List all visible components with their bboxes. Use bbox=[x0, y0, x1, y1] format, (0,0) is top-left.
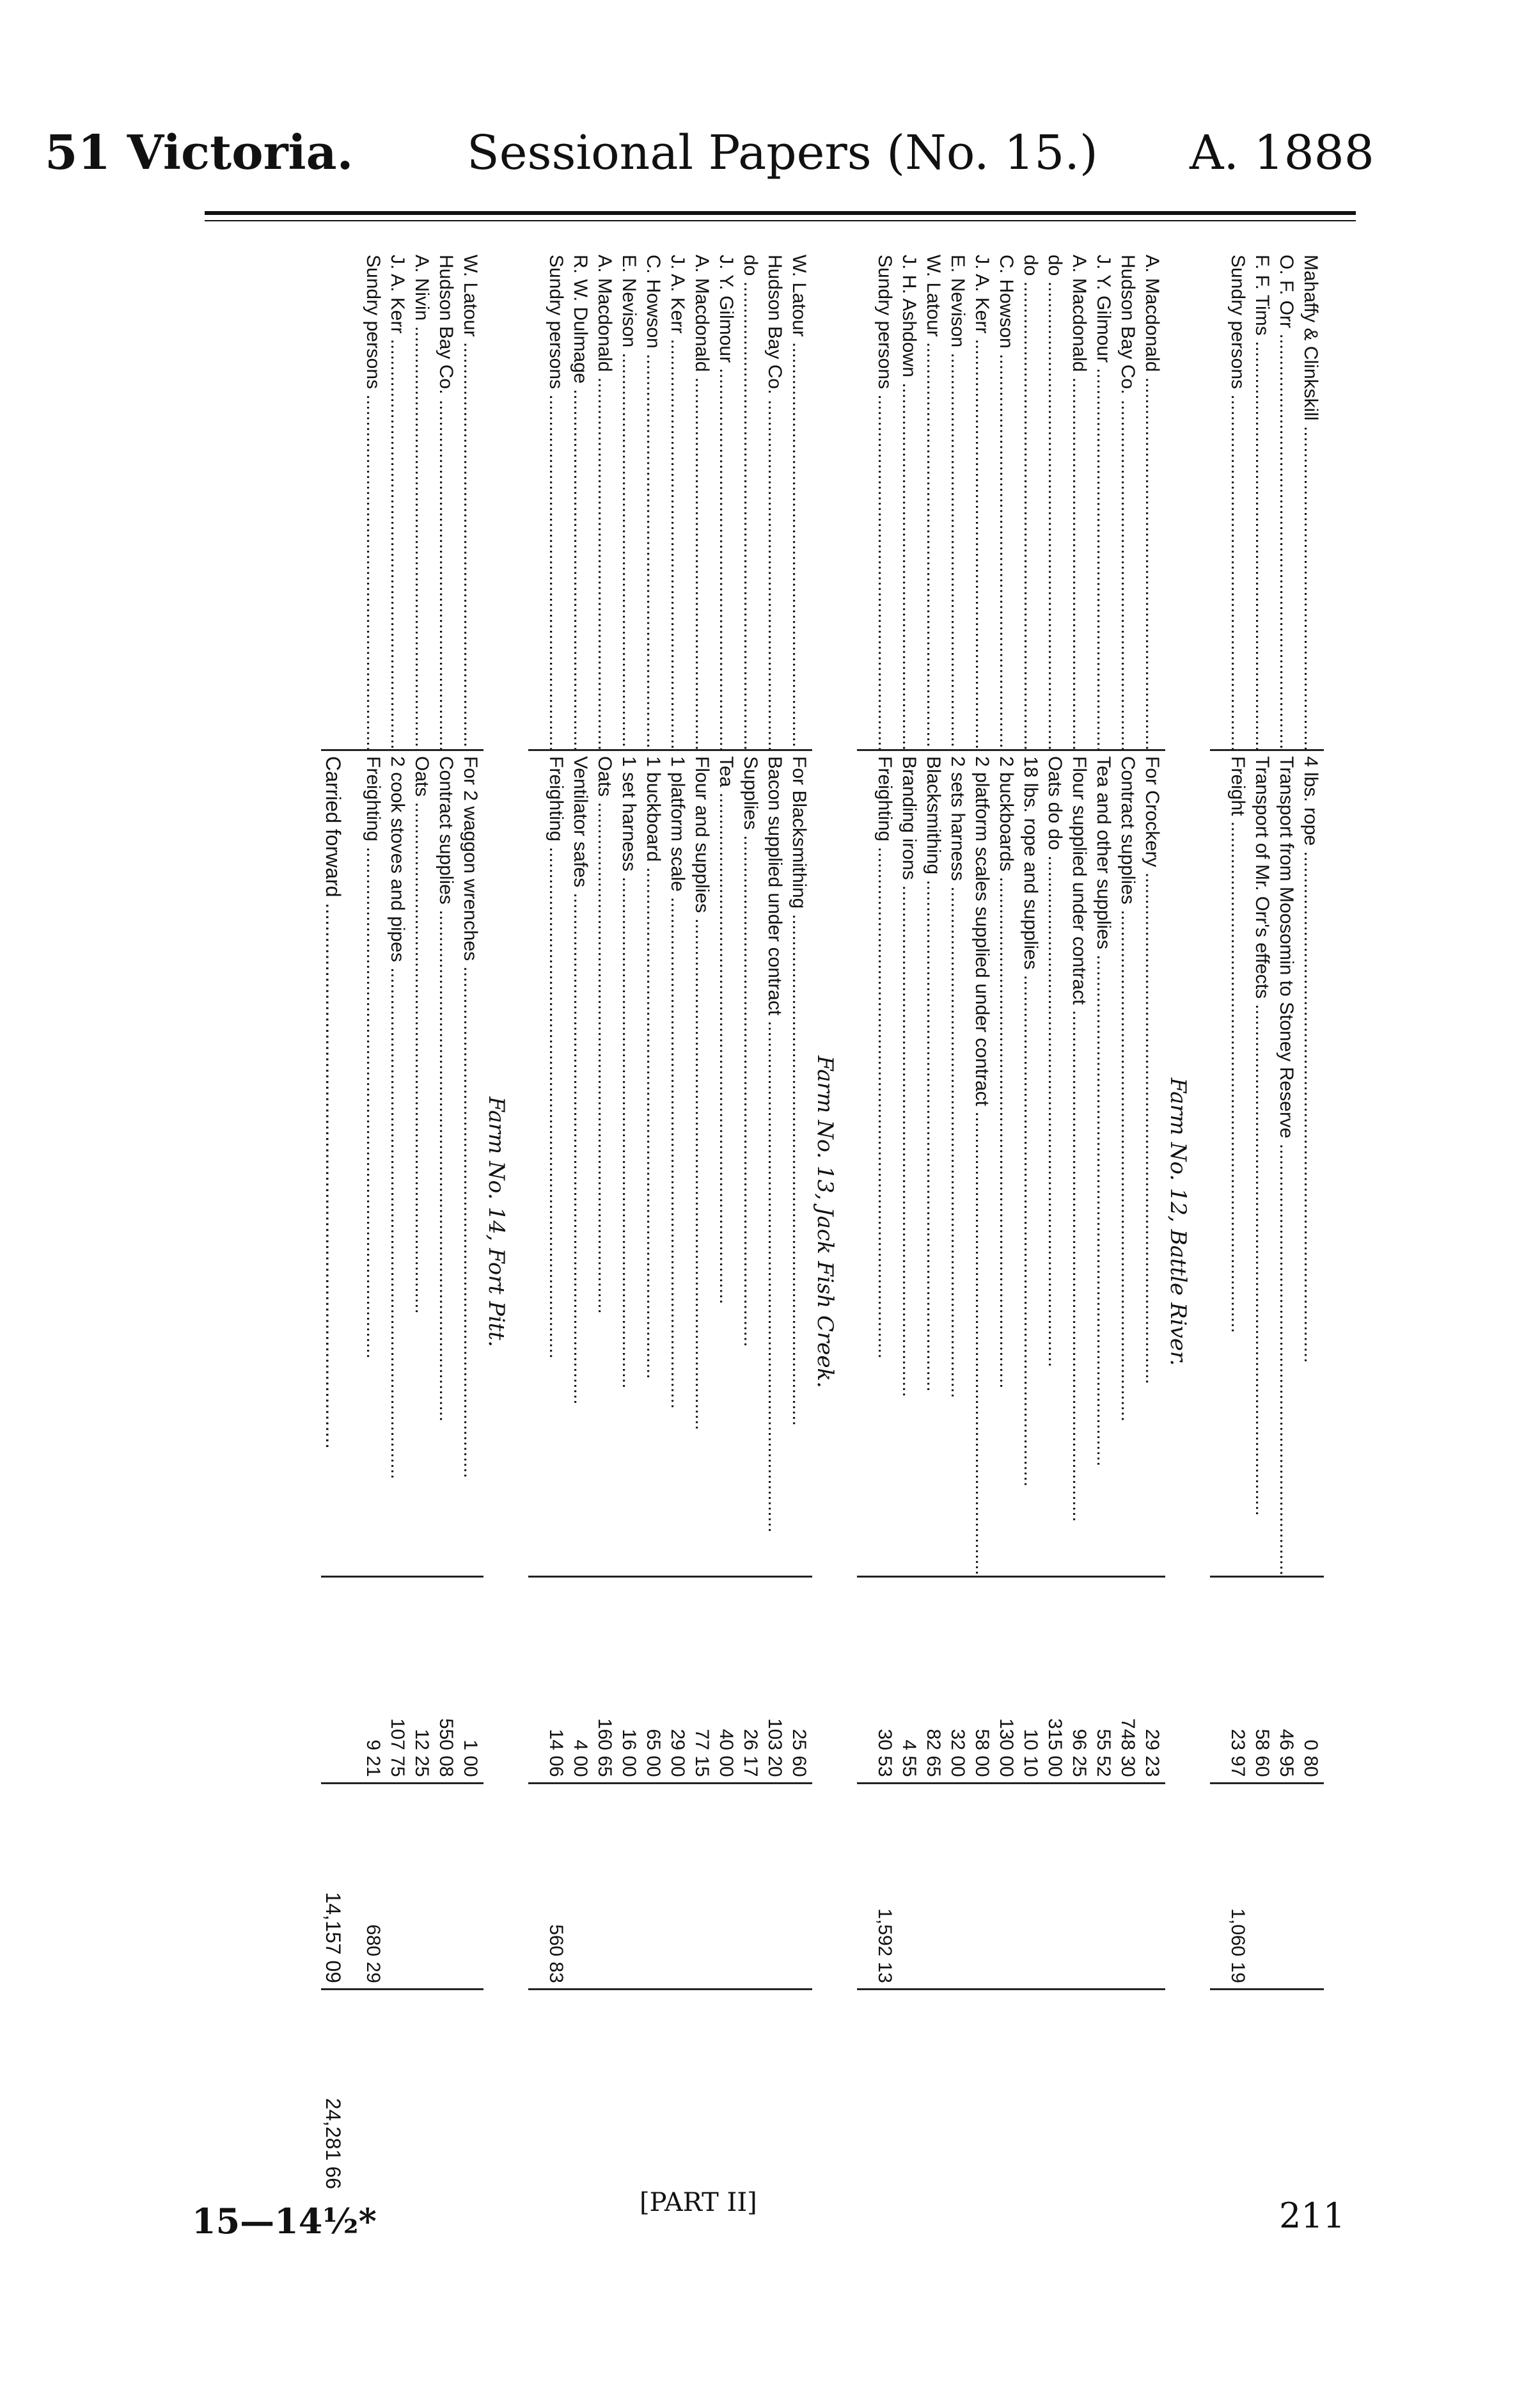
payee: A. Macdonald ..... bbox=[1142, 255, 1163, 750]
header-year: A. 1888 bbox=[1190, 125, 1374, 180]
amount: 1 00 bbox=[460, 1739, 481, 1777]
payee: O. F. Orr ..... bbox=[1276, 255, 1297, 750]
table-row bbox=[1300, 249, 1324, 2194]
payee: W. Latour ..... bbox=[460, 255, 481, 750]
payee: W. Latour ..... bbox=[789, 255, 810, 750]
table-row bbox=[971, 249, 995, 2194]
payee: Hudson Bay Co. ..... bbox=[764, 255, 785, 750]
table-row bbox=[386, 249, 411, 2194]
payee: F. F. Tims ..... bbox=[1252, 255, 1273, 750]
payee: J. A. Kerr ..... bbox=[971, 255, 993, 750]
carried-forward-label: Carried forward ..... bbox=[322, 756, 345, 1449]
payee: A. Macdonald ..... bbox=[1069, 255, 1090, 750]
table-row bbox=[995, 249, 1019, 2194]
ledger-table bbox=[321, 249, 1324, 2194]
table-row bbox=[1092, 249, 1117, 2194]
table-row bbox=[691, 249, 715, 2194]
amount: 96 25 bbox=[1069, 1729, 1090, 1777]
page-header bbox=[45, 125, 1374, 202]
subtotal: 680 29 bbox=[363, 1924, 384, 1983]
amount: 77 15 bbox=[691, 1729, 712, 1777]
amount: 29 00 bbox=[667, 1729, 688, 1777]
amount: 4 00 bbox=[570, 1739, 591, 1777]
amount: 4 55 bbox=[899, 1739, 920, 1777]
item-description: 2 sets harness ..... bbox=[947, 756, 968, 1398]
table-row bbox=[788, 249, 812, 2194]
item-description: 2 buckboards ..... bbox=[996, 756, 1017, 1389]
table-row bbox=[459, 249, 483, 2194]
payee: E. Nevison ..... bbox=[947, 255, 968, 750]
amount: 9 21 bbox=[363, 1739, 384, 1777]
payee: Mahaffy & Clinkskill ..... bbox=[1300, 255, 1321, 750]
amount: 29 23 bbox=[1142, 1729, 1163, 1777]
table-row bbox=[922, 249, 947, 2194]
row-gap bbox=[857, 249, 874, 2194]
table-row bbox=[1019, 249, 1044, 2194]
payee: E. Nevison ..... bbox=[618, 255, 640, 750]
item-description: Transport of Mr. Orr's effects ..... bbox=[1252, 756, 1273, 1516]
item-description: Blacksmithing ..... bbox=[923, 756, 944, 1392]
amount: 55 52 bbox=[1093, 1729, 1114, 1777]
item-description: Flour supplied under contract ..... bbox=[1069, 756, 1090, 1522]
table-row bbox=[947, 249, 971, 2194]
header-title: Sessional Papers (No. 15.) bbox=[467, 125, 1098, 180]
payee: J. H. Ashdown ..... bbox=[899, 255, 920, 750]
subtotal: 1,592 13 bbox=[874, 1908, 895, 1983]
table-row bbox=[362, 249, 386, 2194]
section-heading-row bbox=[812, 249, 857, 2194]
payee: A. Macdonald ..... bbox=[594, 255, 615, 750]
table-row bbox=[411, 249, 435, 2194]
amount: 10 10 bbox=[1020, 1729, 1041, 1777]
row-gap bbox=[528, 249, 545, 2194]
item-description: Contract supplies ..... bbox=[436, 756, 457, 1421]
rotated-ledger bbox=[58, 249, 1324, 2194]
amount: 40 00 bbox=[716, 1729, 737, 1777]
table-row bbox=[898, 249, 922, 2194]
payee: do ..... bbox=[740, 255, 761, 750]
row-gap bbox=[1210, 249, 1227, 2194]
section-heading-row bbox=[483, 249, 528, 2194]
footer-part: [PART II] bbox=[640, 2188, 757, 2217]
amount: 0 80 bbox=[1300, 1739, 1321, 1777]
table-row bbox=[1141, 249, 1165, 2194]
payee: Sundry persons ..... bbox=[874, 255, 895, 750]
amount: 550 08 bbox=[436, 1718, 457, 1777]
header-rule-thick bbox=[205, 211, 1356, 215]
subtotal: 1,060 19 bbox=[1227, 1908, 1248, 1983]
header-session: 51 Victoria. bbox=[45, 125, 354, 180]
payee: J. A. Kerr ..... bbox=[387, 255, 408, 750]
item-description: 1 platform scale ..... bbox=[667, 756, 688, 1409]
amount: 46 95 bbox=[1276, 1729, 1297, 1777]
payee: A. Macdonald ..... bbox=[691, 255, 712, 750]
payee: do ..... bbox=[1044, 255, 1065, 750]
payee: Hudson Bay Co. ..... bbox=[1117, 255, 1138, 750]
table-row bbox=[666, 249, 691, 2194]
payee: W. Latour ..... bbox=[923, 255, 944, 750]
amount: 26 17 bbox=[740, 1729, 761, 1777]
item-description: Flour and supplies ..... bbox=[691, 756, 712, 1430]
table-row bbox=[764, 249, 788, 2194]
amount: 30 53 bbox=[874, 1729, 895, 1777]
amount: 58 60 bbox=[1252, 1729, 1273, 1777]
item-description: For 2 waggon wrenches ..... bbox=[460, 756, 481, 1478]
subtotal: 560 83 bbox=[546, 1924, 567, 1983]
item-description: Oats ..... bbox=[594, 756, 615, 1314]
table-row bbox=[874, 249, 898, 2194]
payee: C. Howson ..... bbox=[643, 255, 664, 750]
amount: 130 00 bbox=[996, 1718, 1017, 1777]
item-description: For Crockery ..... bbox=[1142, 756, 1163, 1384]
payee: R. W. Dulmage ..... bbox=[570, 255, 591, 750]
carried-forward-subtotal: 14,157 09 bbox=[322, 1892, 345, 1983]
amount: 32 00 bbox=[947, 1729, 968, 1777]
table-row bbox=[642, 249, 666, 2194]
payee: J. Y. Gilmour ..... bbox=[1093, 255, 1114, 750]
amount: 12 25 bbox=[411, 1729, 432, 1777]
table-row bbox=[1227, 249, 1251, 2194]
table-row bbox=[1117, 249, 1141, 2194]
payee: Sundry persons ..... bbox=[546, 255, 567, 750]
item-description: Oats ..... bbox=[411, 756, 432, 1314]
amount: 748 30 bbox=[1117, 1718, 1138, 1777]
table-row bbox=[715, 249, 739, 2194]
table-row bbox=[1068, 249, 1092, 2194]
carried-forward-total: 24,281 66 bbox=[322, 2098, 345, 2189]
item-description: 4 lbs. rope ..... bbox=[1300, 756, 1321, 1363]
item-description: For Blacksmithing ..... bbox=[789, 756, 810, 1426]
item-description: 1 buckboard ..... bbox=[643, 756, 664, 1379]
table-row bbox=[593, 249, 618, 2194]
amount: 58 00 bbox=[971, 1729, 993, 1777]
header-rule-thin bbox=[205, 220, 1356, 221]
table-row bbox=[435, 249, 459, 2194]
amount: 65 00 bbox=[643, 1729, 664, 1777]
footer-signature: 15—14½* bbox=[192, 2201, 377, 2242]
table-row bbox=[545, 249, 569, 2194]
payee: J. A. Kerr ..... bbox=[667, 255, 688, 750]
payee: Hudson Bay Co. ..... bbox=[436, 255, 457, 750]
payee: J. Y. Gilmour ..... bbox=[716, 255, 737, 750]
item-description: Freight ..... bbox=[1227, 756, 1248, 1333]
item-description: Bacon supplied under contract ..... bbox=[764, 756, 785, 1533]
item-description: Oats do do ..... bbox=[1044, 756, 1065, 1367]
amount: 107 75 bbox=[387, 1718, 408, 1777]
item-description: Tea ..... bbox=[716, 756, 737, 1304]
item-description: Branding irons ..... bbox=[899, 756, 920, 1397]
page-number: 211 bbox=[1279, 2196, 1346, 2236]
amount: 315 00 bbox=[1044, 1718, 1065, 1777]
amount: 23 97 bbox=[1227, 1729, 1248, 1777]
item-description: Supplies ..... bbox=[740, 756, 761, 1347]
item-description: Freighting ..... bbox=[546, 756, 567, 1359]
table-row bbox=[1251, 249, 1275, 2194]
item-description: 1 set harness ..... bbox=[618, 756, 640, 1389]
section-title: Farm No. 13, Jack Fish Creek. bbox=[812, 1056, 838, 1388]
amount: 16 00 bbox=[618, 1729, 640, 1777]
table-row bbox=[1275, 249, 1300, 2194]
payee: Sundry persons ..... bbox=[363, 255, 384, 750]
item-description: 18 lbs. rope and supplies ..... bbox=[1020, 756, 1041, 1487]
item-description: Tea and other supplies ..... bbox=[1093, 756, 1114, 1466]
table-row bbox=[1044, 249, 1068, 2194]
payee: do ..... bbox=[1020, 255, 1041, 750]
amount: 103 20 bbox=[764, 1718, 785, 1777]
section-title: Farm No. 14, Fort Pitt. bbox=[483, 1096, 509, 1347]
item-description: Freighting ..... bbox=[363, 756, 384, 1359]
payee: A. Nivin ..... bbox=[411, 255, 432, 750]
amount: 14 06 bbox=[546, 1729, 567, 1777]
item-description: Ventilator safes ..... bbox=[570, 756, 591, 1405]
carried-forward-row bbox=[321, 249, 345, 2194]
table-row bbox=[569, 249, 593, 2194]
table-row bbox=[739, 249, 764, 2194]
item-description: 2 platform scales supplied under contract ..... bbox=[971, 756, 993, 1577]
table-row bbox=[618, 249, 642, 2194]
item-description: Freighting ..... bbox=[874, 756, 895, 1359]
amount: 82 65 bbox=[923, 1729, 944, 1777]
payee: C. Howson ..... bbox=[996, 255, 1017, 750]
item-description: 2 cook stoves and pipes ..... bbox=[387, 756, 408, 1479]
amount: 25 60 bbox=[789, 1729, 810, 1777]
section-heading-row bbox=[1165, 249, 1210, 2194]
payee: Sundry persons ..... bbox=[1227, 255, 1248, 750]
section-title: Farm No. 12, Battle River. bbox=[1165, 1077, 1191, 1366]
item-description: Transport from Moosomin to Stoney Reserve ..... bbox=[1276, 756, 1297, 1577]
item-description: Contract supplies ..... bbox=[1117, 756, 1138, 1421]
amount: 160 65 bbox=[594, 1718, 615, 1777]
row-gap bbox=[345, 249, 362, 2194]
